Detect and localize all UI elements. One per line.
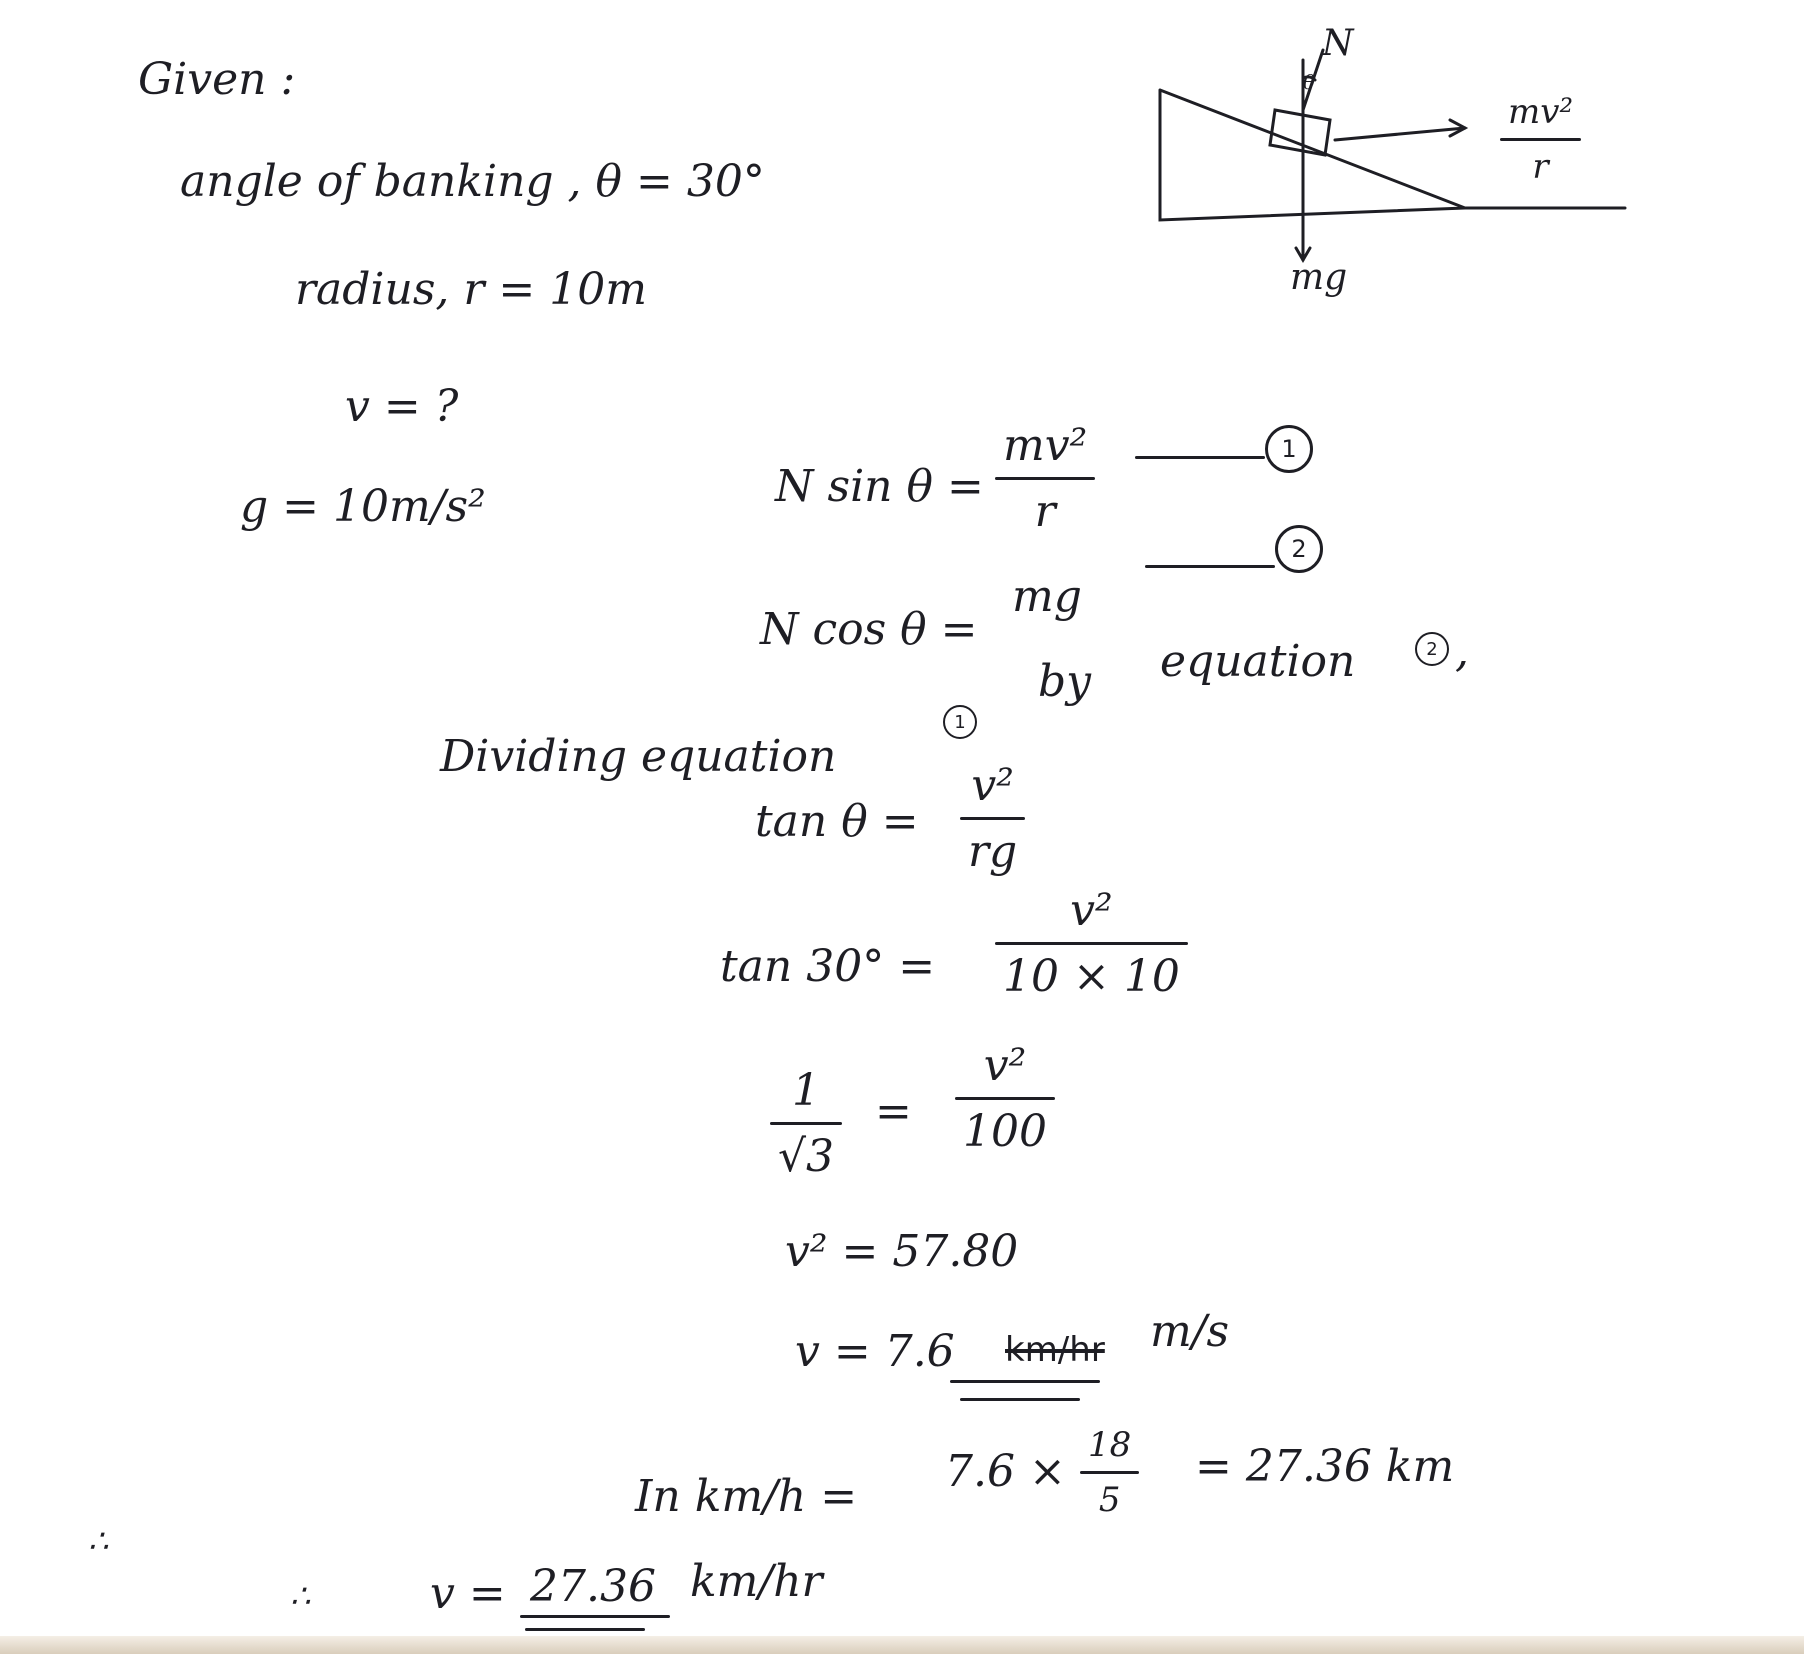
given-gravity: g = 10m/s² [240,481,486,532]
kmh-fraction [1080,1425,1139,1520]
final-prefix: v = [430,1568,506,1619]
v-unit: m/s [1150,1306,1230,1357]
incline-triangle [1160,90,1465,220]
tan-num: v² [971,760,1014,811]
tan-fraction [960,760,1025,877]
eq1-fraction [995,420,1095,537]
divide-text-a: Dividing equation [440,731,837,782]
block [1270,110,1330,155]
root-den2: 100 [963,1106,1047,1157]
eq1-num: mv² [1003,420,1088,471]
divide-text-c: equation [1160,636,1356,687]
weight-label: mg [1290,257,1348,298]
kmh-label: In km/h = [635,1471,858,1522]
centripetal-force-den: r [1532,147,1549,187]
divide-end: , [1455,626,1469,677]
kmh-result: = 27.36 km [1195,1441,1455,1492]
final-underline-2 [525,1628,645,1631]
centripetal-arrow [1335,128,1465,140]
root-num: 1 [792,1065,821,1116]
divide-text-b: by [1038,656,1092,707]
tan30-den: 10 × 10 [1003,951,1180,1002]
kmh-expr: 7.6 × [945,1446,1066,1497]
theta-label: θ [1303,70,1316,94]
normal-label: N [1322,23,1354,64]
eq1-left: N sin θ = [775,461,984,512]
given-velocity: v = ? [345,381,459,432]
final-value: 27.36 [530,1561,656,1612]
kmh-den: 5 [1098,1480,1121,1520]
kmh-num: 18 [1088,1425,1132,1465]
given-radius: radius, r = 10m [295,264,647,315]
root-num2: v² [983,1040,1027,1091]
root-fraction [770,1065,842,1182]
v-left: v = 7.6 [795,1326,955,1377]
tan30-left: tan 30° = [720,941,936,992]
divide-tag1: 1 [943,705,977,739]
eq2-tag: 2 [1275,525,1323,573]
v-underline-1 [950,1380,1100,1383]
tan30-num: v² [1070,885,1113,936]
paper-bottom-edge [0,1636,1804,1654]
centripetal-force-label [1500,92,1581,187]
root-equals: = [875,1086,912,1137]
eq1-leader [1135,456,1265,459]
eq1-tag: 1 [1265,425,1313,473]
v2-line: v² = 57.80 [785,1226,1019,1277]
tan30-fraction [995,885,1188,1002]
eq1-den: r [1034,486,1056,537]
centripetal-force-num: mv² [1508,92,1574,132]
tan-left: tan θ = [755,796,919,847]
v-underline-2 [960,1398,1080,1401]
root-fraction2 [955,1040,1055,1157]
eq2-left: N cos θ = [760,604,978,655]
therefore-left-mark: ∴ [88,1522,109,1560]
given-angle: angle of banking , θ = 30° [180,156,765,207]
eq2-right: mg [1012,571,1082,622]
final-underline-1 [520,1615,670,1618]
therefore-small-mark: ∴ [290,1577,311,1615]
v-struck-unit: km/hr [1005,1330,1105,1370]
given-heading: Given : [138,54,296,105]
final-unit: km/hr [690,1556,823,1607]
eq2-leader [1145,565,1275,568]
divide-tag2: 2 [1415,632,1449,666]
banked-road-diagram [1140,20,1640,298]
tan-den: rg [968,826,1018,877]
root-den: √3 [778,1131,835,1182]
